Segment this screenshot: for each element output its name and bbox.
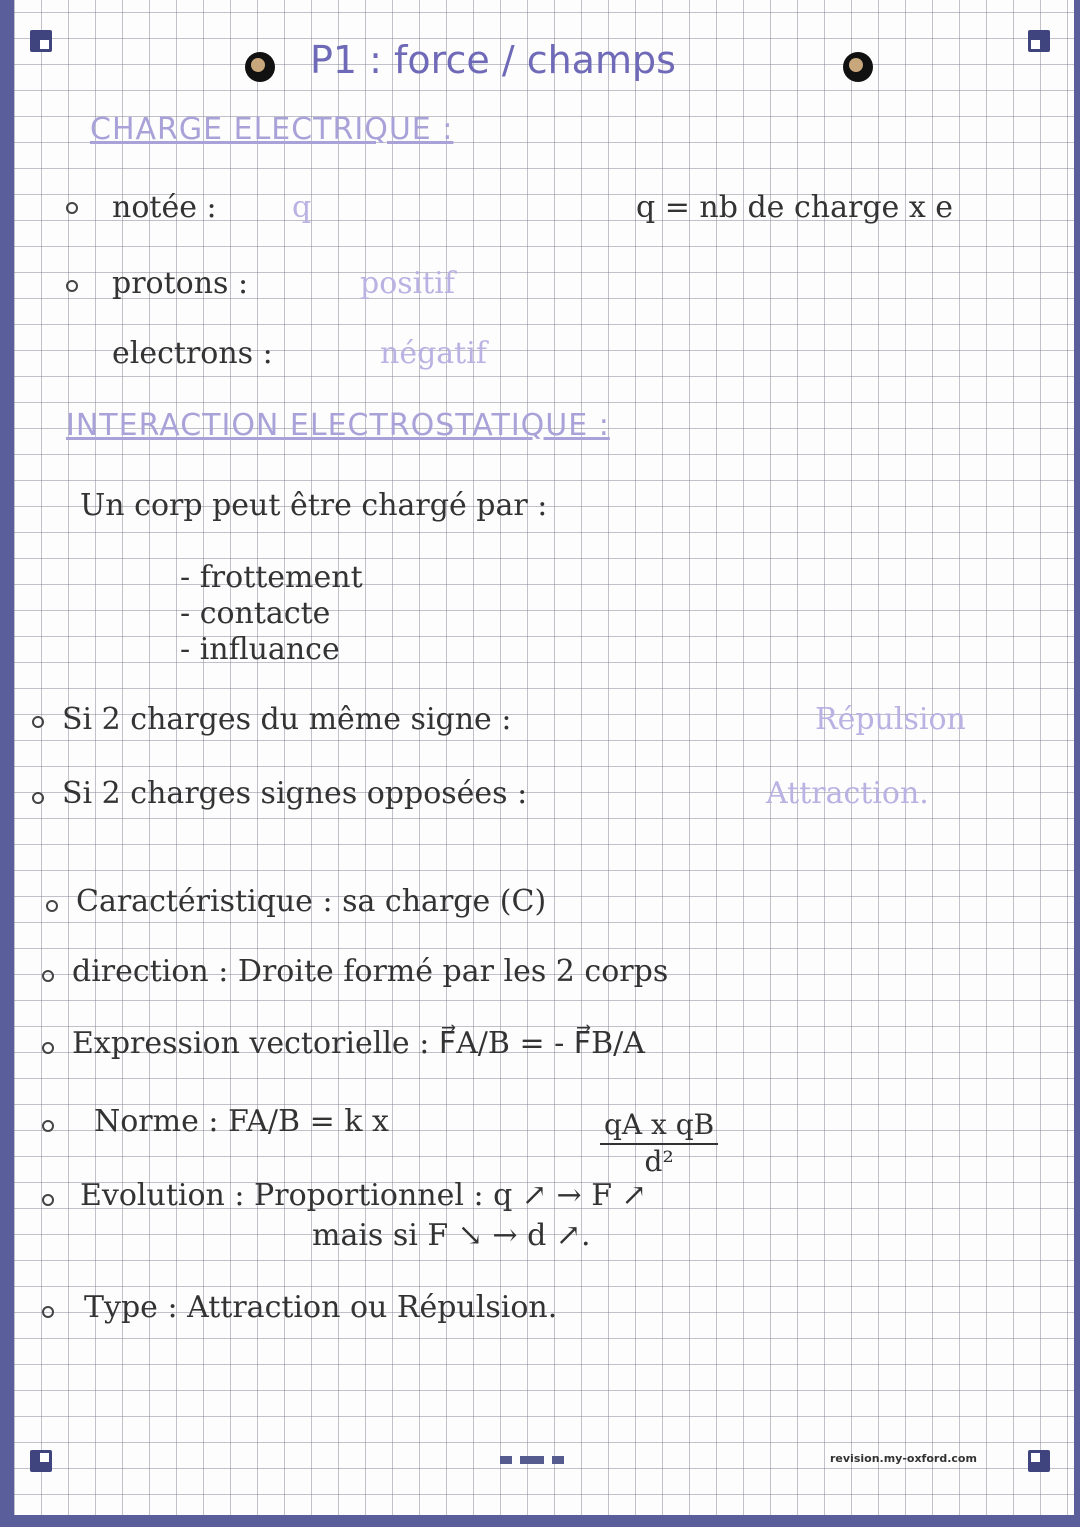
bullet-icon xyxy=(46,900,58,912)
corner-mark-icon xyxy=(1028,1450,1050,1472)
footer-dots xyxy=(500,1456,564,1464)
evolution-line-1: Evolution : Proportionnel : q ↗ → F ↗ xyxy=(80,1178,647,1213)
protons-label: protons : xyxy=(112,266,249,301)
norme-denominator: d² xyxy=(644,1145,674,1178)
bullet-icon xyxy=(42,1120,54,1132)
bullet-icon xyxy=(66,280,78,292)
evolution-line-2: mais si F ↘ → d ↗. xyxy=(312,1218,591,1253)
page-border-bottom xyxy=(0,1515,1080,1527)
corner-mark-icon xyxy=(1028,30,1050,52)
direction-line: direction : Droite formé par les 2 corps xyxy=(72,954,669,989)
electrons-value: négatif xyxy=(380,336,487,371)
method-item: - influance xyxy=(180,632,340,667)
notee-value: q xyxy=(292,190,312,225)
footer-url: revision.my-oxford.com xyxy=(830,1452,977,1465)
notee-label: notée : xyxy=(112,190,217,225)
bullet-icon xyxy=(42,970,54,982)
bullet-icon xyxy=(42,1042,54,1054)
method-item: - contacte xyxy=(180,596,331,631)
norme-fraction xyxy=(600,1108,718,1178)
heading-interaction: INTERACTION ELECTROSTATIQUE : xyxy=(66,408,610,443)
binder-hole-right xyxy=(843,52,873,82)
opposite-sign-label: Si 2 charges signes opposées : xyxy=(62,776,528,811)
corner-mark-icon xyxy=(30,30,52,52)
interaction-intro: Un corp peut être chargé par : xyxy=(80,488,548,523)
electrons-label: electrons : xyxy=(112,336,273,371)
same-sign-value: Répulsion xyxy=(815,702,966,737)
corner-mark-icon xyxy=(30,1450,52,1472)
norme-label: Norme : FA/B = k x xyxy=(94,1104,389,1139)
norme-numerator: qA x qB xyxy=(600,1108,718,1145)
bullet-icon xyxy=(32,716,44,728)
bullet-icon xyxy=(32,792,44,804)
same-sign-label: Si 2 charges du même signe : xyxy=(62,702,512,737)
caracteristique-line: Caractéristique : sa charge (C) xyxy=(76,884,547,919)
method-item: - frottement xyxy=(180,560,363,595)
bullet-icon xyxy=(42,1194,54,1206)
binder-hole-left xyxy=(245,52,275,82)
expression-line: Expression vectorielle : F⃗A/B = - F⃗B/A xyxy=(72,1026,645,1061)
bullet-icon xyxy=(42,1306,54,1318)
opposite-sign-value: Attraction. xyxy=(766,776,929,811)
page-border-left xyxy=(0,0,14,1527)
page-title: P1 : force / champs xyxy=(310,38,676,82)
page-border-right xyxy=(1074,0,1080,1527)
type-line: Type : Attraction ou Répulsion. xyxy=(84,1290,558,1325)
charge-formula: q = nb de charge x e xyxy=(636,190,954,225)
heading-charge: CHARGE ELECTRIQUE : xyxy=(90,112,454,147)
bullet-icon xyxy=(66,202,78,214)
protons-value: positif xyxy=(360,266,456,301)
